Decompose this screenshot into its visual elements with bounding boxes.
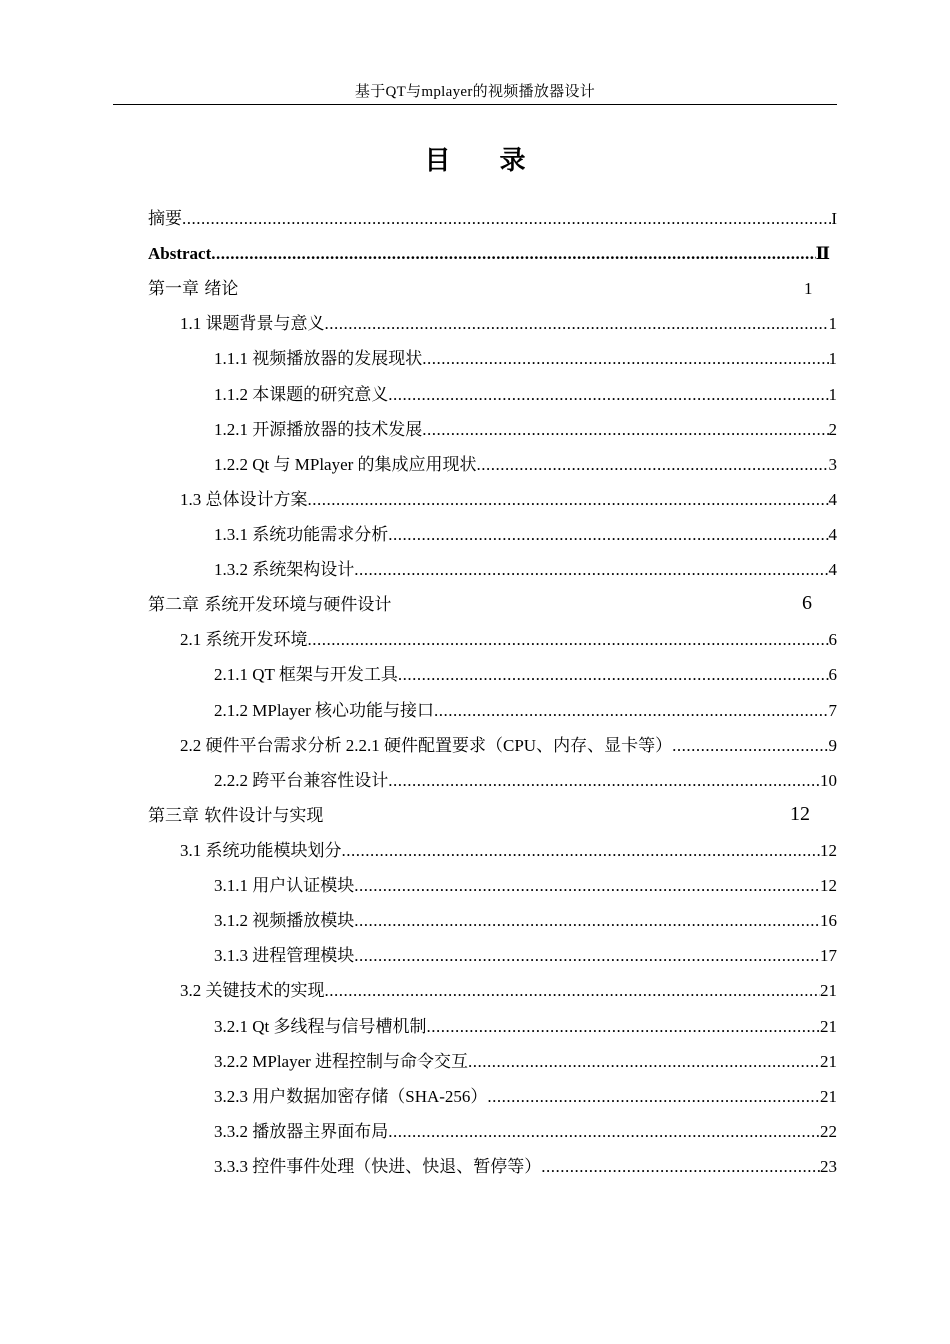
- toc-entry-page: 21: [820, 1052, 837, 1071]
- toc-leader-dots: [422, 420, 828, 440]
- toc-leader-dots: [354, 911, 820, 931]
- toc-leader-dots: [308, 490, 829, 510]
- toc-entry-page: 1: [828, 349, 837, 368]
- toc-leader-dots: [487, 1087, 820, 1107]
- toc-entry-abstract-cn[interactable]: [148, 203, 837, 229]
- toc-entry-title: 1.1.2 本课题的研究意义: [214, 385, 389, 404]
- toc-entry-2-1-2[interactable]: [214, 695, 837, 721]
- toc-entry-3-2-1[interactable]: [214, 1011, 837, 1037]
- toc-leader-dots: [468, 1052, 820, 1072]
- toc-entry-page: 21: [820, 1017, 837, 1036]
- toc-entry-2-1[interactable]: [180, 624, 837, 650]
- toc-entry-title: 1.3.1 系统功能需求分析: [214, 525, 389, 544]
- toc-leader-dots: [342, 841, 821, 861]
- toc-entry-page: 4: [828, 525, 837, 544]
- header-rule: [113, 104, 837, 105]
- toc-leader-dots: [427, 1017, 821, 1037]
- toc-leader-dots: [354, 946, 820, 966]
- toc-entry-page: 21: [820, 1087, 837, 1106]
- toc-chapter-1[interactable]: 第一章 绪论: [148, 279, 239, 299]
- toc-entry-3-2-3[interactable]: [214, 1081, 837, 1107]
- toc-entry-1-3-2[interactable]: [214, 554, 837, 580]
- toc-chapter-2-page: 6: [802, 592, 812, 614]
- toc-entry-page: 17: [820, 946, 837, 965]
- toc-entry-abstract-en[interactable]: [148, 238, 830, 264]
- toc-entry-title: 3.2 关键技术的实现: [180, 981, 325, 1000]
- toc-entry-2-1-1[interactable]: [214, 659, 837, 685]
- toc-leader-dots: [325, 981, 821, 1001]
- toc-entry-page: 9: [828, 736, 837, 755]
- toc-entry-page: 22: [820, 1122, 837, 1141]
- toc-entry-title: 摘要: [148, 209, 182, 229]
- toc-entry-page: 16: [820, 911, 837, 930]
- toc-chapter-3[interactable]: 第三章 软件设计与实现: [148, 806, 324, 826]
- toc-entry-title: 1.2.1 开源播放器的技术发展: [214, 420, 423, 439]
- toc-entry-page: Ⅱ: [815, 244, 830, 263]
- toc-leader-dots: [182, 209, 831, 229]
- toc-entry-1-1-2[interactable]: [214, 379, 837, 405]
- toc-entry-page: 4: [828, 490, 837, 509]
- toc-entry-title: 1.2.2 Qt 与 MPlayer 的集成应用现状: [214, 455, 477, 474]
- toc-entry-page: 1: [828, 314, 837, 333]
- toc-entry-title: Abstract: [148, 244, 212, 263]
- toc-entry-3-1-2[interactable]: [214, 905, 837, 931]
- toc-entry-page: 6: [828, 630, 837, 649]
- toc-entry-title: 2.2 硬件平台需求分析 2.2.1 硬件配置要求（CPU、内存、显卡等）: [180, 736, 673, 755]
- toc-entry-title: 1.3.2 系统架构设计: [214, 560, 355, 579]
- toc-entry-3-2[interactable]: [180, 975, 837, 1001]
- toc-leader-dots: [388, 1122, 820, 1142]
- toc-chapter-3-page: 12: [790, 803, 810, 825]
- toc-entry-title: 2.1.1 QT 框架与开发工具: [214, 665, 398, 684]
- toc-entry-1-1[interactable]: [180, 308, 837, 334]
- toc-leader-dots: [672, 736, 828, 756]
- toc-entry-page: 3: [828, 455, 837, 474]
- toc-entry-title: 2.1 系统开发环境: [180, 630, 308, 649]
- toc-entry-1-3[interactable]: [180, 484, 837, 510]
- toc-entry-page: 23: [820, 1157, 837, 1176]
- toc-entry-title: 3.2.1 Qt 多线程与信号槽机制: [214, 1017, 427, 1036]
- toc-entry-title: 2.2.2 跨平台兼容性设计: [214, 771, 389, 790]
- toc-entry-page: 12: [820, 841, 837, 860]
- toc-leader-dots: [308, 630, 829, 650]
- toc-entry-page: 10: [820, 771, 837, 790]
- toc-leader-dots: [434, 701, 828, 721]
- toc-entry-3-1-1[interactable]: [214, 870, 837, 896]
- toc-entry-title: 3.3.3 控件事件处理（快进、快退、暂停等）: [214, 1157, 542, 1176]
- toc-entry-title: 3.3.2 播放器主界面布局: [214, 1122, 389, 1141]
- toc-entry-3-1[interactable]: [180, 835, 837, 861]
- toc-entry-title: 3.2.2 MPlayer 进程控制与命令交互: [214, 1052, 469, 1071]
- toc-leader-dots: [388, 525, 828, 545]
- toc-leader-dots: [354, 560, 828, 580]
- toc-entry-title: 1.1.1 视频播放器的发展现状: [214, 349, 423, 368]
- toc-leader-dots: [398, 665, 829, 685]
- toc-leader-dots: [388, 771, 820, 791]
- toc-entry-title: 1.1 课题背景与意义: [180, 314, 325, 333]
- toc-leader-dots: [388, 385, 828, 405]
- toc-leader-dots: [325, 314, 829, 334]
- toc-entry-2-2-2[interactable]: [214, 765, 837, 791]
- toc-entry-title: 1.3 总体设计方案: [180, 490, 308, 509]
- toc-entry-title: 2.1.2 MPlayer 核心功能与接口: [214, 701, 435, 720]
- toc-entry-page: 6: [828, 665, 837, 684]
- toc-entry-2-2[interactable]: [180, 730, 837, 756]
- toc-leader-dots: [211, 244, 815, 264]
- toc-entry-1-1-1[interactable]: [214, 343, 837, 369]
- toc-chapter-1-page: 1: [804, 279, 813, 298]
- toc-entry-3-3-2[interactable]: [214, 1116, 837, 1142]
- toc-entry-title: 3.1 系统功能模块划分: [180, 841, 342, 860]
- toc-leader-dots: [422, 349, 828, 369]
- toc-entry-3-2-2[interactable]: [214, 1046, 837, 1072]
- toc-leader-dots: [541, 1157, 820, 1177]
- toc-entry-page: 7: [828, 701, 837, 720]
- toc-entry-1-2-1[interactable]: [214, 414, 837, 440]
- toc-entry-page: I: [831, 209, 837, 228]
- toc-entry-page: 4: [828, 560, 837, 579]
- toc-leader-dots: [354, 876, 820, 896]
- toc-chapter-2[interactable]: 第二章 系统开发环境与硬件设计: [148, 595, 392, 615]
- toc-entry-page: 21: [820, 981, 837, 1000]
- toc-entry-3-3-3[interactable]: [214, 1151, 837, 1177]
- toc-entry-title: 3.1.2 视频播放模块: [214, 911, 355, 930]
- toc-entry-1-3-1[interactable]: [214, 519, 837, 545]
- toc-entry-page: 12: [820, 876, 837, 895]
- toc-entry-1-2-2[interactable]: [214, 449, 837, 475]
- toc-entry-page: 2: [828, 420, 837, 439]
- toc-entry-page: 1: [828, 385, 837, 404]
- toc-title: 目 录: [424, 146, 546, 176]
- toc-leader-dots: [477, 455, 829, 475]
- page-header: 基于QT与mplayer的视频播放器设计: [354, 84, 596, 100]
- toc-entry-title: 3.1.3 进程管理模块: [214, 946, 355, 965]
- toc-entry-3-1-3[interactable]: [214, 940, 837, 966]
- toc-entry-title: 3.2.3 用户数据加密存储（SHA-256）: [214, 1087, 488, 1106]
- toc-entry-title: 3.1.1 用户认证模块: [214, 876, 355, 895]
